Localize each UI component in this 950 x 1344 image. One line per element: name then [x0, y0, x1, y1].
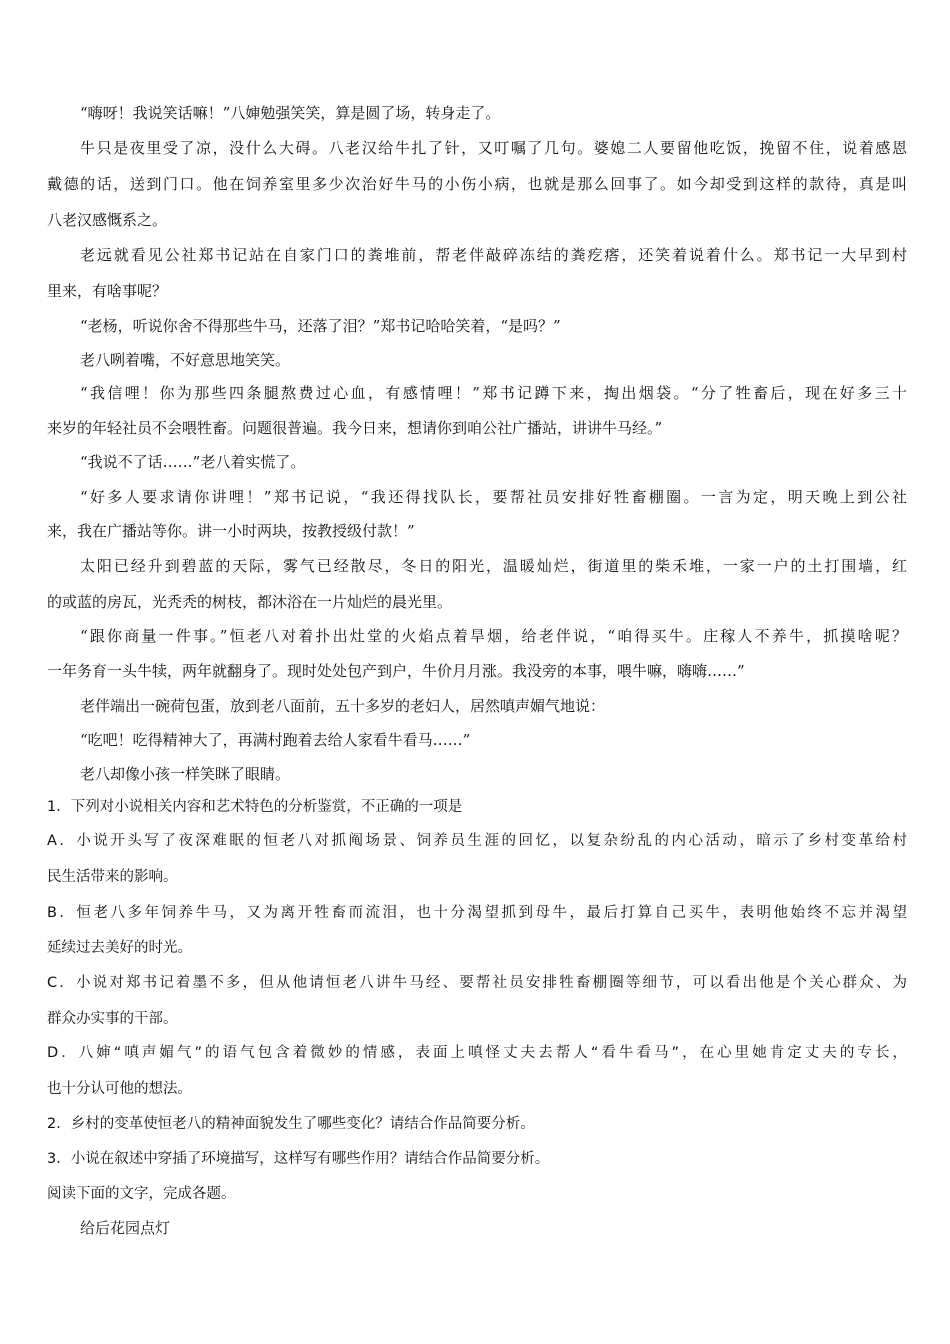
paragraph-line: 一年务育一头牛犊，两年就翻身了。现时处处包产到户，牛价月月涨。我没旁的本事，喂牛嘛，嗨嗨……” — [47, 662, 745, 680]
paragraph-line: 来岁的年轻社员不会喂牲畜。问题很普遍。我今日来，想请你到咱公社广播站，讲讲牛马经。” — [47, 419, 663, 437]
option-c: 群众办实事的干部。 — [47, 1011, 178, 1027]
option-b: 延续过去美好的时光。 — [47, 940, 192, 956]
option-c: C．小说对郑书记着墨不多，但从他请恒老八讲牛马经、要帮社员安排牲畜棚圈等细节，可以看出他是个关心群众、为 — [47, 975, 907, 991]
paragraph-line: “老杨，听说你舍不得那些牛马，还落了泪？”郑书记哈哈笑着，“是吗？” — [80, 317, 561, 335]
paragraph-line: 老八却像小孩一样笑眯了眼睛。 — [80, 765, 291, 783]
paragraph-line: 老伴端出一碗荷包蛋，放到老八面前，五十多岁的老妇人，居然嗔声媚气地说： — [80, 697, 606, 715]
paragraph-line: 的或蓝的房瓦，光秃秃的树枝，都沐浴在一片灿烂的晨光里。 — [47, 593, 453, 611]
paragraph-line: 老远就看见公社郑书记站在自家门口的粪堆前，帮老伴敲碎冻结的粪疙瘩，还笑着说着什么。郑书记一大早到村 — [80, 246, 907, 264]
question-stem: 1．下列对小说相关内容和艺术特色的分析鉴赏，不正确的一项是 — [47, 799, 463, 815]
question-3: 3．小说在叙述中穿插了环境描写，这样写有哪些作用？请结合作品简要分析。 — [47, 1151, 550, 1167]
paragraph-line: “嗨呀！我说笑话嘛！”八婶勉强笑笑，算是圆了场，转身走了。 — [80, 104, 501, 122]
paragraph-line: “我说不了话……”老八着实慌了。 — [80, 453, 306, 471]
paragraph-line: “吃吧！吃得精神大了，再满村跑着去给人家看牛看马……” — [80, 731, 471, 749]
paragraph-line: 老八咧着嘴，不好意思地笑笑。 — [80, 351, 291, 369]
option-a: 民生活带来的影响。 — [47, 869, 178, 885]
paragraph-line: 太阳已经升到碧蓝的天际，雾气已经散尽，冬日的阳光，温暖灿烂，街道里的柴禾堆，一家一户的土打围墙，红 — [80, 557, 907, 575]
paragraph-line: 来，我在广播站等你。讲一小时两块，按教授级付款！” — [47, 522, 415, 540]
paragraph-line: “好多人要求请你讲哩！”郑书记说，“我还得找队长，要帮社员安排好牲畜棚圈。一言为定，明天晚上到公社 — [80, 488, 907, 506]
paragraph-line: “跟你商量一件事。”恒老八对着扑出灶堂的火焰点着旱烟，给老伴说，“咱得买牛。庄稼人不养牛，抓摸啥呢？ — [80, 627, 907, 645]
question-2: 2．乡村的变革使恒老八的精神面貌发生了哪些变化？请结合作品简要分析。 — [47, 1116, 535, 1132]
option-d: 也十分认可他的想法。 — [47, 1081, 192, 1097]
option-d: D．八婶“嗔声媚气”的语气包含着微妙的情感，表面上嗔怪丈夫去帮人“看牛看马”，在心里她肯定丈夫的专长， — [47, 1045, 907, 1061]
reading-instruction: 阅读下面的文字，完成各题。 — [47, 1186, 236, 1202]
paragraph-line: 八老汉感慨系之。 — [47, 211, 168, 229]
option-b: B．恒老八多年饲养牛马，又为离开牲畜而流泪，也十分渴望抓到母牛，最后打算自己买牛，表明他始终不忘并渴望 — [47, 905, 907, 921]
paragraph-line: “我信哩！你为那些四条腿熬费过心血，有感情哩！”郑书记蹲下来，掏出烟袋。“分了牲畜后，现在好多三十 — [80, 384, 907, 402]
paragraph-line: 戴德的话，送到门口。他在饲养室里多少次治好牛马的小伤小病，也就是那么回事了。如今却受到这样的款待，真是叫 — [47, 175, 907, 193]
paragraph-line: 里来，有啥事呢？ — [47, 282, 168, 300]
section-title: 给后花园点灯 — [80, 1219, 171, 1237]
paragraph-line: 牛只是夜里受了凉，没什么大碍。八老汉给牛扎了针，又叮嘱了几句。婆媳二人要留他吃饭，挽留不住，说着感恩 — [80, 139, 907, 157]
option-a: A．小说开头写了夜深难眠的恒老八对抓阄场景、饲养员生涯的回忆，以复杂纷乱的内心活动，暗示了乡村变革给村 — [47, 833, 907, 849]
